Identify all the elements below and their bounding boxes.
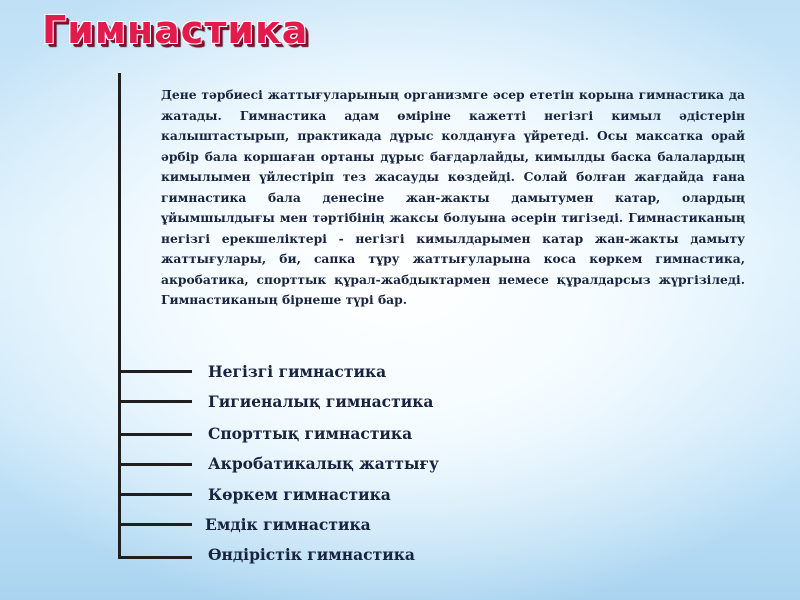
gymnastics-type-item: Көркем гимнастика — [208, 485, 391, 504]
gymnastics-type-item: Акробатикалық жаттығу — [208, 454, 439, 473]
gymnastics-type-item: Спорттық гимнастика — [208, 424, 413, 443]
tree-vertical-line — [118, 73, 121, 559]
branch-line — [118, 370, 192, 373]
branch-line — [118, 433, 192, 436]
branch-line — [118, 556, 192, 559]
branch-line — [118, 463, 192, 466]
gymnastics-type-item: Емдік гимнастика — [205, 515, 371, 534]
gymnastics-type-item: Негізгі гимнастика — [208, 362, 387, 381]
branch-line — [118, 400, 192, 403]
gymnastics-type-item: Гигиеналық гимнастика — [208, 392, 434, 411]
slide-title: Гимнастика — [42, 8, 309, 52]
branch-line — [118, 493, 192, 496]
branch-line — [118, 523, 192, 526]
gymnastics-type-item: Өндірістік гимнастика — [208, 545, 415, 564]
intro-paragraph: Дене тәрбиесі жаттығуларының организмге әсер ететін корына гимнастика да жатады. Гимнастика адам өміріне кажетті негізгі кимыл әдістерін калыштастырып, практикада дұрыс колдануға үйретеді. Осы максатка орай әрбір бала коршаған ортаны дұрыс бағдарлайды, кимылды баска балалардың кимылымен үйлестіріп тез жасауды көздейді. Солай болған жағдайда ғана гимнастика бала денесіне жан-жакты дамытумен катар, олардың ұйымшылдығы мен тәртібінің жаксы болуына әсерін тигізеді. Гимнастиканың негізгі ерекшеліктері - негізгі кимылдарымен катар жан-жакты дамыту жаттығулары, би, сапка тұру жаттығуларына коса көркем гимнастика, акробатика, спорттык құрал-жабдыктармен немесе құралдарсыз жүргізіледі. Гимнастиканың бірнеше түрі бар. — [161, 87, 745, 307]
